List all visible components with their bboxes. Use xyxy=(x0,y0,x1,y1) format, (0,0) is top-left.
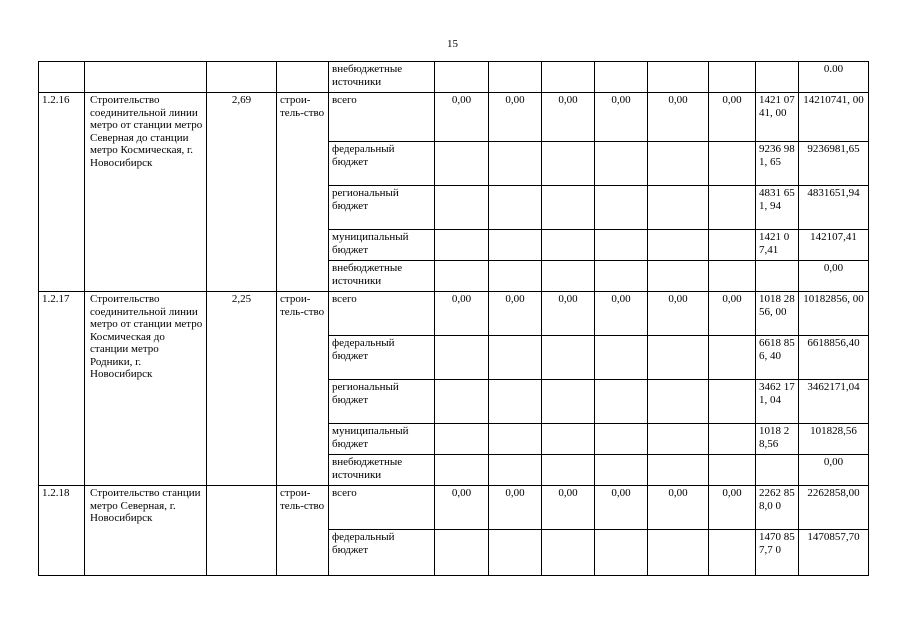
cell-year xyxy=(435,336,489,380)
cell-year-amount xyxy=(756,261,799,292)
cell-year xyxy=(709,142,756,186)
cell-total: 9236981,65 xyxy=(799,142,869,186)
cell-year: 0,00 xyxy=(648,292,709,336)
cell-year xyxy=(542,62,595,93)
cell-year: 0,00 xyxy=(648,93,709,142)
cell-value: 2,69 xyxy=(207,93,277,292)
cell-year xyxy=(595,380,648,424)
table-row xyxy=(39,93,869,142)
cell-year-amount: 3462 171, 04 xyxy=(756,380,799,424)
cell-year xyxy=(709,336,756,380)
cell-year xyxy=(435,380,489,424)
table-row xyxy=(39,486,869,530)
cell-year-amount: 9236 981, 65 xyxy=(756,142,799,186)
cell-year xyxy=(542,261,595,292)
cell-year: 0,00 xyxy=(542,292,595,336)
cell-year xyxy=(595,455,648,486)
cell-year xyxy=(489,230,542,261)
cell-total: 10182856, 00 xyxy=(799,292,869,336)
cell-source: региональный бюджет xyxy=(329,186,435,230)
cell-year xyxy=(648,336,709,380)
cell-source: всего xyxy=(329,292,435,336)
cell-source: муниципальный бюджет xyxy=(329,424,435,455)
cell-total: 0,00 xyxy=(799,455,869,486)
cell-year xyxy=(435,62,489,93)
cell-type: строи-тель-ство xyxy=(277,486,329,576)
cell-year: 0,00 xyxy=(489,292,542,336)
cell-year xyxy=(435,424,489,455)
cell-year: 0,00 xyxy=(542,486,595,530)
cell-year xyxy=(489,142,542,186)
cell-source: всего xyxy=(329,486,435,530)
cell-total: 3462171,04 xyxy=(799,380,869,424)
cell-total: 0,00 xyxy=(799,261,869,292)
cell-year: 0,00 xyxy=(435,292,489,336)
cell-year: 0,00 xyxy=(489,486,542,530)
cell-year-amount: 2262 858,0 0 xyxy=(756,486,799,530)
table-row xyxy=(39,292,869,336)
cell-id: 1.2.17 xyxy=(39,292,85,486)
cell-year xyxy=(435,142,489,186)
cell-year-amount: 4831 651, 94 xyxy=(756,186,799,230)
cell-year xyxy=(542,424,595,455)
cell-year xyxy=(595,230,648,261)
cell-year xyxy=(648,62,709,93)
cell-year-amount: 1018 2856, 00 xyxy=(756,292,799,336)
cell-year xyxy=(489,336,542,380)
cell-year xyxy=(435,261,489,292)
cell-year: 0,00 xyxy=(709,486,756,530)
cell-year xyxy=(648,230,709,261)
cell-source: муниципальный бюджет xyxy=(329,230,435,261)
cell-year xyxy=(489,530,542,576)
cell-year xyxy=(595,142,648,186)
cell-year xyxy=(709,455,756,486)
cell-year xyxy=(595,424,648,455)
cell-year xyxy=(542,186,595,230)
cell-type: строи-тель-ство xyxy=(277,93,329,292)
cell-source: федеральный бюджет xyxy=(329,336,435,380)
cell-year: 0,00 xyxy=(595,486,648,530)
cell-year xyxy=(756,62,799,93)
cell-year-amount: 1421 0741, 00 xyxy=(756,93,799,142)
cell-id: 1.2.16 xyxy=(39,93,85,292)
cell-year: 0,00 xyxy=(595,292,648,336)
cell-year xyxy=(542,455,595,486)
cell-year xyxy=(648,530,709,576)
cell-year xyxy=(648,455,709,486)
cell-name: Строительство соединительной линии метро от станции метро Северная до станции метро Космическая, г. Новосибирск xyxy=(85,93,207,292)
cell-year: 0,00 xyxy=(648,486,709,530)
cell-year xyxy=(595,62,648,93)
cell-year-amount: 1018 28,56 xyxy=(756,424,799,455)
cell-year xyxy=(595,530,648,576)
cell-year xyxy=(489,455,542,486)
cell-total: 2262858,00 xyxy=(799,486,869,530)
cell-year xyxy=(595,261,648,292)
cell-year xyxy=(489,62,542,93)
cell-year xyxy=(648,424,709,455)
cell-year xyxy=(489,186,542,230)
cell-value: 2,25 xyxy=(207,292,277,486)
cell-year xyxy=(542,336,595,380)
cell-year xyxy=(709,186,756,230)
cell-total: 4831651,94 xyxy=(799,186,869,230)
cell-year xyxy=(595,186,648,230)
cell-name xyxy=(85,62,207,93)
cell-source: федеральный бюджет xyxy=(329,530,435,576)
cell-total: 142107,41 xyxy=(799,230,869,261)
cell-year xyxy=(648,380,709,424)
cell-source: внебюджетные источники xyxy=(329,261,435,292)
cell-year xyxy=(709,380,756,424)
cell-source: внебюджетные источники xyxy=(329,62,435,93)
cell-year: 0,00 xyxy=(709,93,756,142)
cell-value xyxy=(207,62,277,93)
cell-year xyxy=(542,380,595,424)
cell-name: Строительство станции метро Северная, г. Новосибирск xyxy=(85,486,207,576)
cell-total: 0.00 xyxy=(799,62,869,93)
cell-year xyxy=(595,336,648,380)
cell-type xyxy=(277,62,329,93)
cell-year xyxy=(542,142,595,186)
cell-total: 6618856,40 xyxy=(799,336,869,380)
cell-name: Строительство соединительной линии метро от станции метро Космическая до станции метро Родники, г. Новосибирск xyxy=(85,292,207,486)
cell-year xyxy=(542,530,595,576)
cell-year xyxy=(489,261,542,292)
cell-year-amount: 6618 856, 40 xyxy=(756,336,799,380)
cell-year: 0,00 xyxy=(435,93,489,142)
cell-year xyxy=(648,186,709,230)
cell-year xyxy=(648,142,709,186)
cell-year xyxy=(435,455,489,486)
cell-year xyxy=(648,261,709,292)
cell-total: 1470857,70 xyxy=(799,530,869,576)
cell-year xyxy=(709,62,756,93)
cell-year-amount: 1421 07,41 xyxy=(756,230,799,261)
cell-total: 101828,56 xyxy=(799,424,869,455)
cell-type: строи-тель-ство xyxy=(277,292,329,486)
cell-id: 1.2.18 xyxy=(39,486,85,576)
cell-year: 0,00 xyxy=(435,486,489,530)
cell-year: 0,00 xyxy=(709,292,756,336)
cell-year xyxy=(709,530,756,576)
cell-source: всего xyxy=(329,93,435,142)
cell-year: 0,00 xyxy=(489,93,542,142)
cell-year xyxy=(489,424,542,455)
budget-table xyxy=(38,61,869,576)
cell-year: 0,00 xyxy=(595,93,648,142)
cell-year: 0,00 xyxy=(542,93,595,142)
page-number: 15 xyxy=(447,38,458,50)
cell-year xyxy=(435,230,489,261)
cell-total: 14210741, 00 xyxy=(799,93,869,142)
cell-year xyxy=(542,230,595,261)
cell-year xyxy=(435,186,489,230)
cell-id xyxy=(39,62,85,93)
cell-year xyxy=(709,424,756,455)
cell-year-amount xyxy=(756,455,799,486)
table-row xyxy=(39,62,869,93)
cell-source: внебюджетные источники xyxy=(329,455,435,486)
cell-year xyxy=(709,230,756,261)
cell-source: региональный бюджет xyxy=(329,380,435,424)
cell-source: федеральный бюджет xyxy=(329,142,435,186)
cell-year xyxy=(489,380,542,424)
cell-year xyxy=(709,261,756,292)
cell-value xyxy=(207,486,277,576)
cell-year-amount: 1470 857,7 0 xyxy=(756,530,799,576)
cell-year xyxy=(435,530,489,576)
